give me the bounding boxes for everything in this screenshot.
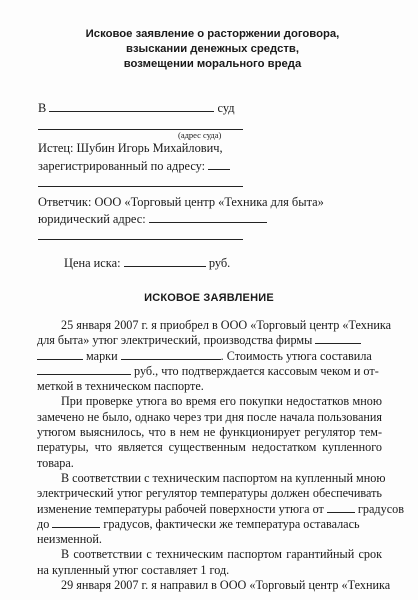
body-text: изменение температуры рабочей поверхности утюга от — [37, 501, 324, 516]
body-text: до — [37, 516, 50, 531]
registered-line — [38, 158, 230, 174]
body-line — [37, 501, 404, 517]
body-text: градусов — [357, 501, 404, 516]
body-line: пературы, что является существенным недостатком купленного — [37, 440, 382, 455]
legal-address-blank-2 — [38, 228, 243, 240]
body-line — [37, 364, 382, 379]
body-line: меткой в техническом паспорте. — [37, 379, 204, 394]
plaintiff-line: Истец: Шубин Игорь Михайлович, — [38, 141, 223, 155]
title-line-3: возмещении морального вреда — [123, 58, 302, 70]
body-line: неизменной. — [37, 532, 102, 547]
claim-price-line — [64, 255, 230, 271]
manufacturer-blank — [315, 333, 361, 344]
body-line: 25 января 2007 г. я приобрел в ООО «Торговый центр «Техника — [61, 318, 392, 332]
title-line-2: взыскании денежных средств, — [126, 43, 299, 55]
body-line: замечено не было, однако через три дня после начала пользования — [37, 409, 382, 424]
body-text: . Стоимость утюга составила — [220, 348, 372, 363]
legal-address-line — [38, 211, 267, 227]
legal-address-blank-line — [38, 228, 243, 244]
legal-address-label: юридический адрес: — [38, 212, 146, 226]
body-line — [37, 333, 382, 348]
title-line-1: Исковое заявление о расторжении договора, — [85, 28, 340, 40]
claim-body — [37, 318, 404, 593]
body-text: для быта» утюг электрический, производства фирмы — [37, 333, 313, 348]
claim-price-label: Цена иска: — [64, 256, 121, 270]
temp-to-blank — [52, 517, 100, 528]
body-text: руб., что подтверждается кассовым чеком и от- — [134, 363, 379, 378]
body-line: В соответствии с техническим паспортом на купленный мною — [61, 470, 386, 485]
model-blank — [121, 349, 221, 360]
body-line: При проверке утюга во время его покупки недостатков мною — [61, 394, 382, 409]
body-line: В соответствии с техническим паспортом гарантийный срок — [61, 547, 382, 562]
body-text: марки — [86, 348, 118, 363]
body-line: на купленный утюг составляет 1 год. — [37, 562, 230, 577]
court-address-caption: (адрес суда) — [178, 130, 222, 140]
body-line — [37, 517, 382, 532]
court-name-blank — [49, 100, 214, 112]
body-line — [37, 349, 382, 364]
legal-address-blank — [149, 211, 267, 223]
court-address-blank — [38, 118, 243, 130]
price-blank — [37, 364, 131, 375]
registered-label: зарегистрированный по адресу: — [38, 159, 206, 173]
subheading: ИСКОВОЕ ЗАЯВЛЕНИЕ — [144, 292, 274, 304]
body-line: товара. — [37, 455, 74, 470]
court-line — [38, 100, 235, 116]
court-prefix: В — [38, 101, 47, 115]
document-title — [40, 27, 385, 72]
body-line: электрический утюг регулятор температуры должен обеспечивать — [37, 486, 382, 501]
address-blank-line — [38, 175, 243, 191]
body-line: 29 января 2007 г. я направил в ООО «Торговый центр «Техника — [61, 578, 391, 593]
blank-field — [37, 349, 83, 360]
registered-blank — [208, 158, 230, 170]
temp-from-blank — [327, 502, 355, 513]
court-suffix: суд — [217, 101, 235, 115]
defendant-line: Ответчик: ООО «Торговый центр «Техника для быта» — [38, 195, 324, 209]
plaintiff-address-blank — [38, 175, 243, 187]
body-line: утюгом выяснилось, что в нем не функционирует регулятор тем- — [37, 425, 382, 440]
claim-price-blank — [124, 255, 206, 267]
body-text: градусов, фактически же температура оставалась — [103, 516, 360, 531]
claim-price-unit: руб. — [208, 256, 231, 270]
